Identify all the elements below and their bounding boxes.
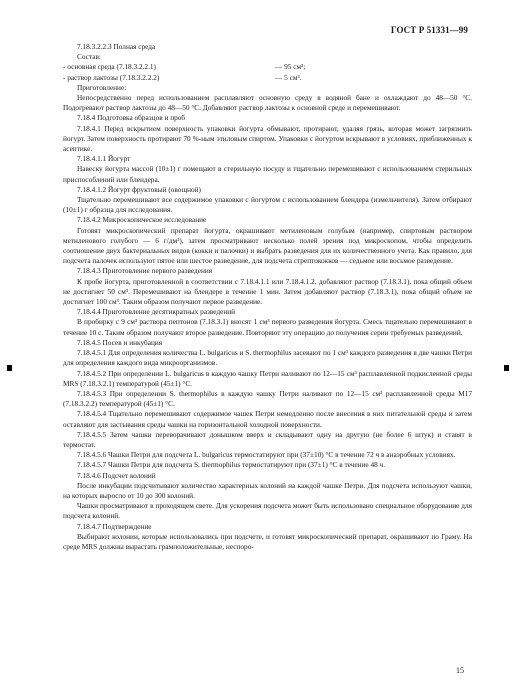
preparation-label: Приготовление: (77, 82, 127, 92)
paragraph: 7.18.4.5.6 Чашки Петри для подсчета L. bulgaricus термостатируют при (37±10) °С в течение 72 ч в анаэробных условиях. (77, 450, 456, 460)
composition-item (63, 73, 472, 83)
page-content (63, 42, 472, 552)
paragraph: 7.18.4.5.7 Чашки Петри для подсчета S. thermophilus термостатируют при (37±1) °С в течение 48 ч. (77, 460, 386, 470)
section-heading: 7.18.4.6 Подсчет колоний (77, 470, 156, 480)
paragraph: 7.18.4.5.2 При определении L. bulgaricus в каждую чашку Петри наливают по 12—15 см³ расплавленной подкисленной среды MRS (7.18.3.2.1) температурой (45±1) °С. (63, 368, 472, 388)
paragraph: 7.18.4.5.4 Тщательно перемешивают содержимое чашек Петри немедленно после внесения в них питательной среды и затем оставляют для застывания среды чашки на горизонтальной холодной поверхности. (63, 409, 472, 429)
paragraph: 7.18.4.1 Перед вскрытием поверхность упаковки йогурта обмывают, протирают, удаляя грязь, которая может загрязнить йогурт. Затем поверхность протирают 70 %-ным этиловым спиртом. Упаковки с йогуртом вскрывают в условиях, приближенных к асептике. (63, 123, 472, 154)
section-heading: 7.18.4.2 Микроскопическое исследование (77, 215, 207, 225)
composition-item-value: — 95 см³; (275, 62, 306, 72)
paragraph: 7.18.4.5.1 Для определения количества L. bulgaricus и S. thermophilus засевают по 1 см³ каждого разведения в две чашки Петри для определения каждого вида микроорганизмов. (63, 348, 472, 368)
composition-label: Состав: (77, 52, 101, 62)
paragraph: Тщательно перемешивают все содержимое упаковки с йогуртом с использованием блендера (измельчителя). Затем отбирают (10±1) г образца для исследования. (63, 195, 472, 215)
composition-item-label: - раствор лактозы (7.18.3.2.2.2) (63, 72, 160, 82)
section-heading: 7.18.4.5 Посев и инкубация (77, 337, 163, 347)
page-number: 15 (456, 666, 464, 675)
section-heading: 7.18.4.1.2 Йогурт фруктовый (овощной) (77, 184, 201, 194)
section-heading: 7.18.4.4 Приготовление десятикратных разведений (77, 307, 236, 317)
scan-margin-mark (504, 365, 509, 371)
paragraph: Навеску йогурта массой (10±1) г помещают в стерильную посуду и тщательно перемешивают с использованием стерильных приспособлений или блендера. (63, 164, 472, 184)
section-heading: 7.18.3.2.2.3 Полная среда (77, 42, 156, 51)
paragraph: Готовят микроскопический препарат йогурта, окрашивают метиленовым голубым (например, спиртовым раствором метиленового голубого — 6 г/дм³), затем просматривают несколько полей зрения под микроскопом, чтобы определить соотношение двух бактериальных видов (кокки и палочки) и выбрать разведения для их количественного учета. Как правило, для подсчета палочек используют пятое или шестое разведение, для подсчета стрептококков — седьмое или восьмое разведение. (63, 225, 472, 266)
section-heading: 7.18.4 Подготовка образцов и проб (77, 113, 186, 123)
section-heading: 7.18.4.3 Приготовление первого разведения (77, 266, 213, 276)
paragraph: В пробирку с 9 см³ раствора пептонов (7.18.3.1) вносят 1 см³ первого разведения йогурта. Смесь тщательно перемешивают в течение 10 с. Таким образом получают второе разведение. Повторяют эту операцию до получения серии требуемых разведений. (63, 317, 472, 337)
paragraph: Чашки просматривают в проходящем свете. Для ускорения подсчета может быть использовано специальное оборудование для подсчета колоний. (63, 501, 472, 521)
composition-item-value: — 5 см³. (275, 72, 302, 82)
standard-header: ГОСТ Р 51331—99 (390, 25, 468, 35)
paragraph: Выбирают колонии, которые использовались при подсчете, и готовят микроскопический препарат, окрашивают по Граму. На среде MRS должны вырастать грамположительные, неспоро- (63, 531, 472, 551)
paragraph: 7.18.4.5.3 При определении S. thermophilus в каждую чашку Петри наливают по 12—15 см³ расплавленной среды M17 (7.18.3.2.2) температурой (45±1) °С. (63, 388, 472, 409)
paragraph: 7.18.4.5.5 Затем чашки переворачивают донышком вверх и складывают одну на другую (не более 6 штук) и ставят в термостат. (63, 429, 472, 449)
composition-item (63, 62, 472, 72)
section-heading: 7.18.4.7 Подтверждение (77, 521, 152, 531)
composition-item-label: - основная среда (7.18.3.2.2.1) (63, 62, 156, 72)
scan-margin-mark (7, 365, 12, 371)
paragraph: Непосредственно перед использованием расплавляют основную среду в водяной бане и охлаждают до 48—50 °С. Подогревают раствор лактозы до 48—50 °С. Добавляют раствор лактозы к основной среде и перемешивают. (63, 93, 472, 113)
paragraph: К пробе йогурта, приготовленной в соответствии с 7.18.4.1.1 или 7.18.4.1.2, добавляют раствор (7.18.3.1), пока общий объем не достигнет 50 см³. Перемешивают на блендере в течение 1 мин. Затем добавляют раствор (7.18.3.1), пока общий объем не достигнет 100 см³. Таким образом получают первое разведение. (63, 276, 472, 307)
paragraph: После инкубации подсчитывают количество характерных колоний на каждой чашке Петри. Для подсчета используют чашки, на которых выросло от 10 до 300 колоний. (63, 480, 472, 500)
section-heading: 7.18.4.1.1 Йогурт (77, 154, 131, 164)
